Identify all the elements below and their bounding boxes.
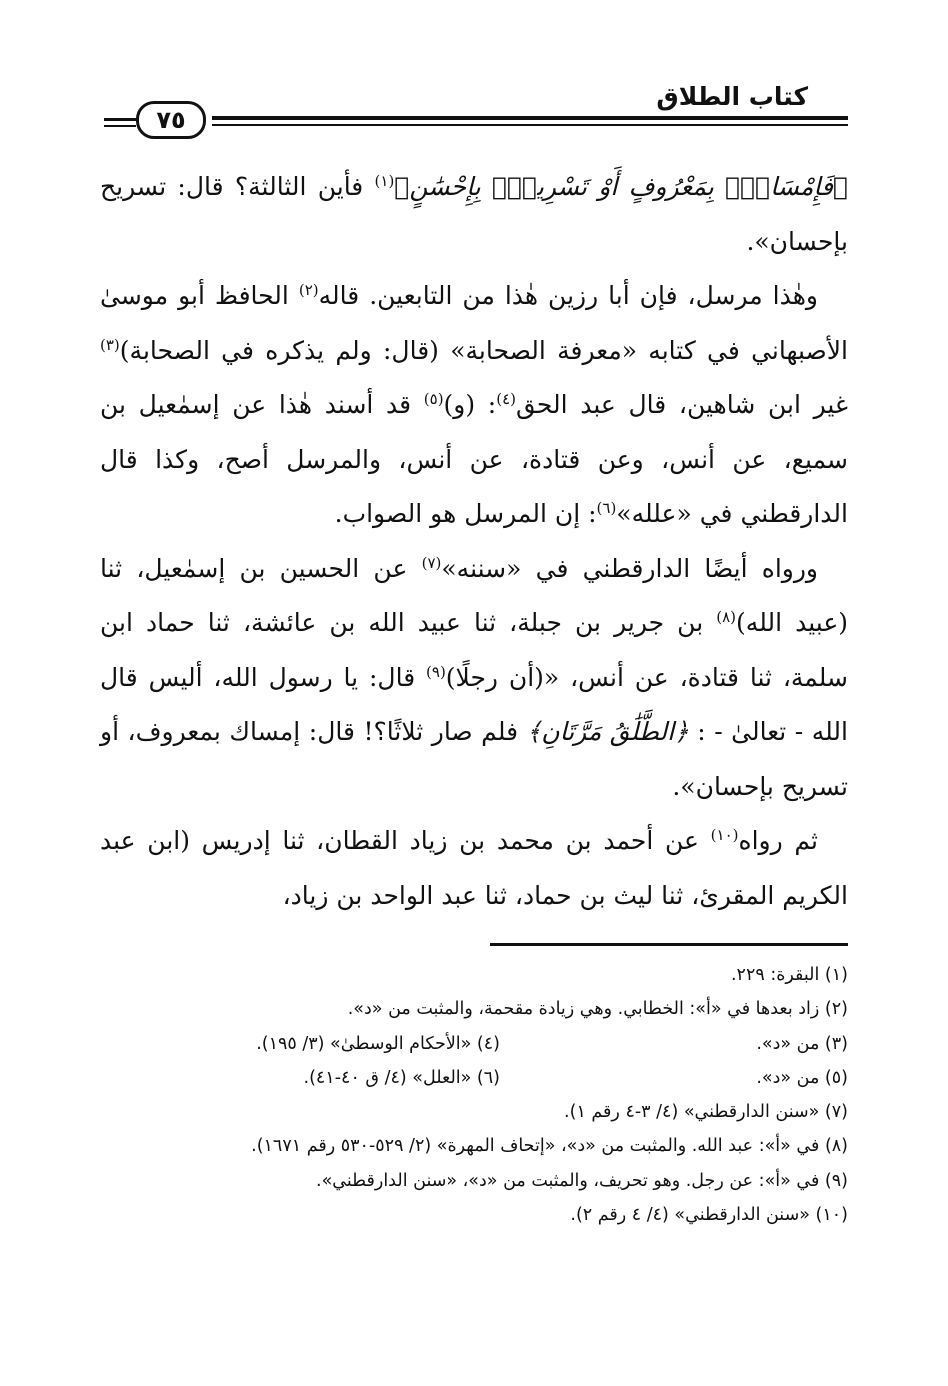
footnote-ref-2[interactable]: (٢) — [298, 281, 319, 299]
footnote-1: (١) البقرة: ٢٢٩. — [730, 965, 848, 985]
main-text — [100, 160, 848, 923]
paragraph-3 — [100, 542, 848, 815]
footnote-row — [100, 1061, 848, 1095]
paragraph-text: وهٰذا مرسل، فإن أبا رزين هٰذا من التابعين. قاله — [318, 281, 818, 310]
footnote-ref-7[interactable]: (٧) — [421, 553, 442, 572]
footnote-10: (١٠) «سنن الدارقطني» (٤/ ٤ رقم ٢). — [570, 1205, 848, 1226]
paragraph-text: الحافظ أبو موسىٰ الأصبهاني في كتابه «معرفة الصحابة» (قال: ولم يذكره في الصحابة) — [100, 281, 848, 365]
footnote-row — [100, 1027, 848, 1061]
paragraph-text: : إن المرسل هو الصواب. — [334, 499, 597, 528]
footnote-4: (٤) «الأحكام الوسطىٰ» (٣/ ١٩٥). — [256, 1033, 500, 1054]
footnote-separator — [490, 943, 848, 946]
header-rule-left-thin — [104, 125, 136, 127]
paragraph-2 — [100, 269, 848, 542]
footnote-ref-10[interactable]: (١٠) — [710, 826, 739, 844]
paragraph-4 — [100, 814, 848, 923]
paragraph-text: : (و) — [443, 390, 497, 419]
footnote-9: (٩) في «أ»: عن رجل. وهو تحريف، والمثبت من «د»، «سنن الدارقطني». — [316, 1170, 848, 1191]
paragraph-1 — [100, 160, 848, 269]
footnote-ref-6[interactable]: (٦) — [596, 499, 617, 517]
footnote-2: (٢) زاد بعدها في «أ»: الخطابي. وهي زيادة مقحمة، والمثبت من «د». — [347, 999, 848, 1020]
page-number: ٧٥ — [136, 101, 206, 139]
paragraph-text: عن أحمد بن محمد بن زياد القطان، ثنا إدريس (ابن عبد الكريم المقرئ، ثنا ليث بن حماد، ثنا عبد الواحد بن زياد، — [100, 826, 848, 910]
paragraph-text: غير ابن شاهين، قال عبد الحق — [516, 390, 848, 419]
paragraph-text: فأين الثالثة؟ قال: تسريح بإحسان». — [100, 172, 848, 256]
footnote-6: (٦) «العلل» (٤/ ق ٤٠-٤١). — [303, 1067, 500, 1088]
footnote-ref-4[interactable]: (٤) — [496, 390, 517, 408]
quran-verse: ﴿الطَّلَٰقُ مَرَّتَانِ﴾ — [526, 717, 689, 746]
paragraph-text: ورواه أيضًا الدارقطني في «سننه» — [441, 553, 818, 583]
footnotes — [100, 958, 848, 1232]
footnote-3: (٣) من «د». — [756, 1033, 848, 1054]
paragraph-text: قال: يا رسول الله، أليس قال الله - تعالىٰ - : — [100, 662, 848, 746]
header-rule-thin — [212, 124, 848, 126]
footnote-ref-3[interactable]: (٣) — [100, 335, 120, 354]
footnote-ref-9[interactable]: (٩) — [426, 662, 446, 681]
footnote-ref-8[interactable]: (٨) — [716, 608, 737, 626]
footnote-8: (٨) في «أ»: عبد الله. والمثبت من «د»، «إتحاف المهرة» (٢/ ٥٢٩-٥٣٠ رقم ١٦٧١). — [251, 1136, 848, 1157]
footnote-7: (٧) «سنن الدارقطني» (٤/ ٣-٤ رقم ١). — [564, 1102, 848, 1123]
footnote-5: (٥) من «د». — [756, 1067, 848, 1088]
footnote-ref-1[interactable]: (١) — [374, 172, 395, 190]
paragraph-text: بن جرير بن جبلة، ثنا عبيد الله بن عائشة، ثنا حماد ابن سلمة، ثنا قتادة، عن أنس، «(أن رجلًا) — [100, 608, 848, 692]
header-rule-left-thick — [104, 118, 136, 121]
running-title: كتاب الطلاق — [656, 82, 808, 111]
header-rule-thick — [212, 116, 848, 120]
paragraph-text: فلم صار ثلاثًا؟! قال: إمساك بمعروف، أو تسريح بإحسان». — [100, 717, 848, 801]
footnote-ref-5[interactable]: (٥) — [423, 390, 444, 408]
paragraph-text: عن الحسين بن إسمٰعيل، ثنا (عبيد الله) — [100, 553, 848, 637]
paragraph-text: ثم رواه — [738, 826, 819, 855]
paragraph-text: قد أسند هٰذا عن إسمٰعيل بن سميع، عن أنس، وعن قتادة، عن أنس، والمرسل أصح، وكذا قال الدارقطني في «علله» — [100, 390, 848, 528]
quran-verse: ﴿فَإِمْسَاكُۢ بِمَعْرُوفٍ أَوْ تَسْرِيحُۢ بِإِحْسَٰنٍ﴾ — [394, 172, 848, 201]
